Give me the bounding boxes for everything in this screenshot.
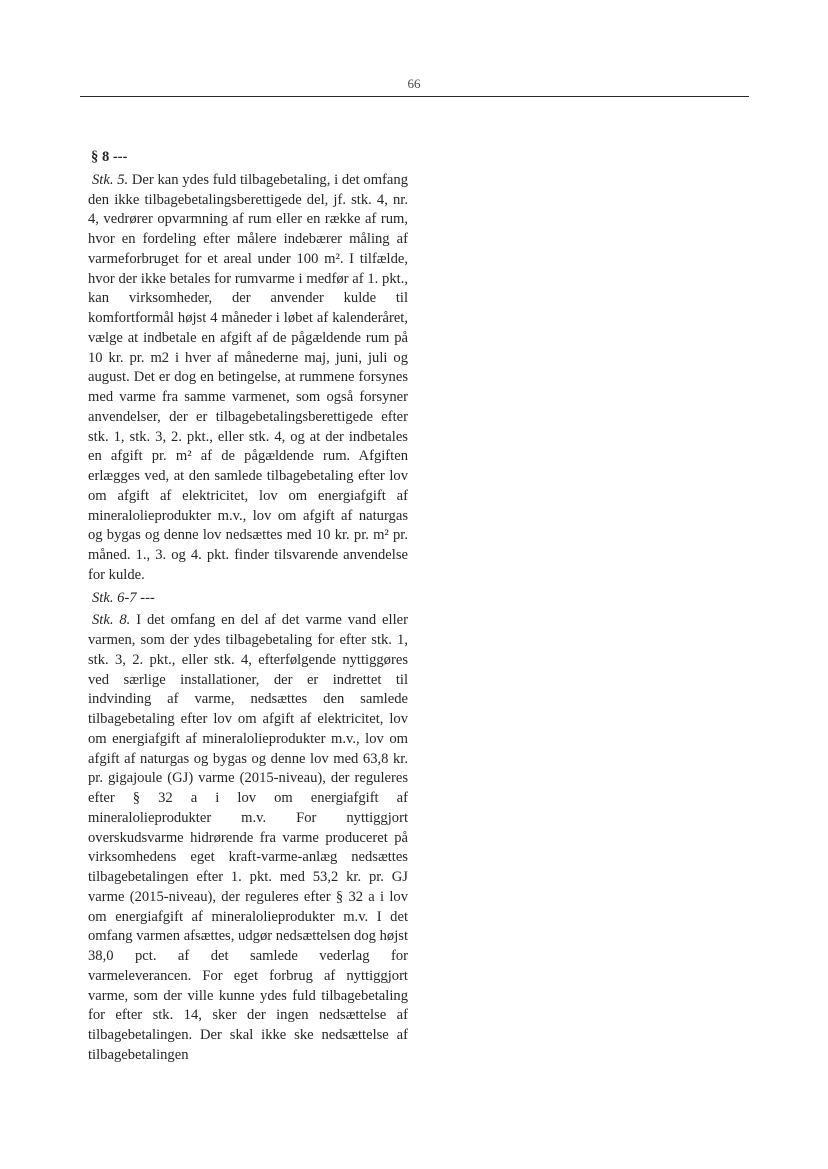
stk5-label: Stk. 5. (92, 171, 129, 188)
header-rule (80, 96, 749, 97)
paragraph-stk6-7 (88, 589, 408, 609)
page-number: 66 (407, 76, 421, 91)
stk5-text: Der kan ydes fuld tilbagebetaling, i det omfang den ikke tilbagebetalingsberettigede del, jf. stk. 4, nr. 4, vedrører opvarmning af rum eller en række af rum, hvor en fordeling efter målere indebærer måling af varmeforbruget for et areal under 100 m². I tilfælde, hvor der ikke betales for rumvarme i medfør af 1. pkt., kan virksomheder, der anvender kulde til komfortformål højst 4 måneder i løbet af kalenderåret, vælge at indbetale en afgift af de pågældende rum på 10 kr. pr. m2 i hver af månederne maj, juni, juli og august. Det er dog en betingelse, at rummene forsynes med varme fra samme varmenet, som også forsyner anvendelser, der er tilbagebetalingsberettigede efter stk. 1, stk. 3, 2. pkt., eller stk. 4, og at der indbetales en afgift pr. m² af de pågældende rum. Afgiften erlægges ved, at den samlede tilbagebetaling efter lov om afgift af elektricitet, lov om energiafgift af mineralolieprodukter m.v., lov om afgift af naturgas og bygas og denne lov nedsættes med 10 kr. pr. m² pr. måned. 1., 3. og 4. pkt. finder tilsvarende anvendelse for kulde. (88, 171, 408, 583)
text-column (88, 148, 408, 1066)
stk6-7-label: Stk. 6-7 --- (92, 589, 155, 606)
stk8-text: I det omfang en del af det varme vand eller varmen, som der ydes tilbagebetaling for efter stk. 1, stk. 3, 2. pkt., eller stk. 4, efterfølgende nyttiggøres ved særlige installationer, der er indrettet til indvinding af varme, nedsættes den samlede tilbagebetaling efter lov om afgift af elektricitet, lov om energiafgift af mineralolieprodukter m.v., lov om afgift af naturgas og bygas og denne lov med 63,8 kr. pr. gigajoule (GJ) varme (2015-niveau), der reguleres efter § 32 a i lov om energiafgift af mineralolieprodukter m.v. For nyttiggjort overskudsvarme hidrørende fra varme produceret på virksomhedens eget kraft-varme-anlæg nedsættes tilbagebetalingen efter 1. pkt. med 53,2 kr. pr. GJ varme (2015-niveau), der reguleres efter § 32 a i lov om energiafgift af mineralolieprodukter m.v. I det omfang varmen afsættes, udgør nedsættelsen dog højst 38,0 pct. af det samlede vederlag for varmeleverancen. For eget forbrug af nyttiggjort varme, som der ville kunne ydes fuld tilbagebetaling for efter stk. 14, sker der ingen nedsættelse af tilbagebetalingen. Der skal ikke ske nedsættelse af tilbagebetalingen (88, 612, 408, 1063)
paragraph-stk8 (88, 611, 408, 1065)
stk8-label: Stk. 8. (92, 612, 131, 629)
paragraph-stk5 (88, 171, 408, 586)
section-heading: § 8 --- (91, 149, 128, 165)
